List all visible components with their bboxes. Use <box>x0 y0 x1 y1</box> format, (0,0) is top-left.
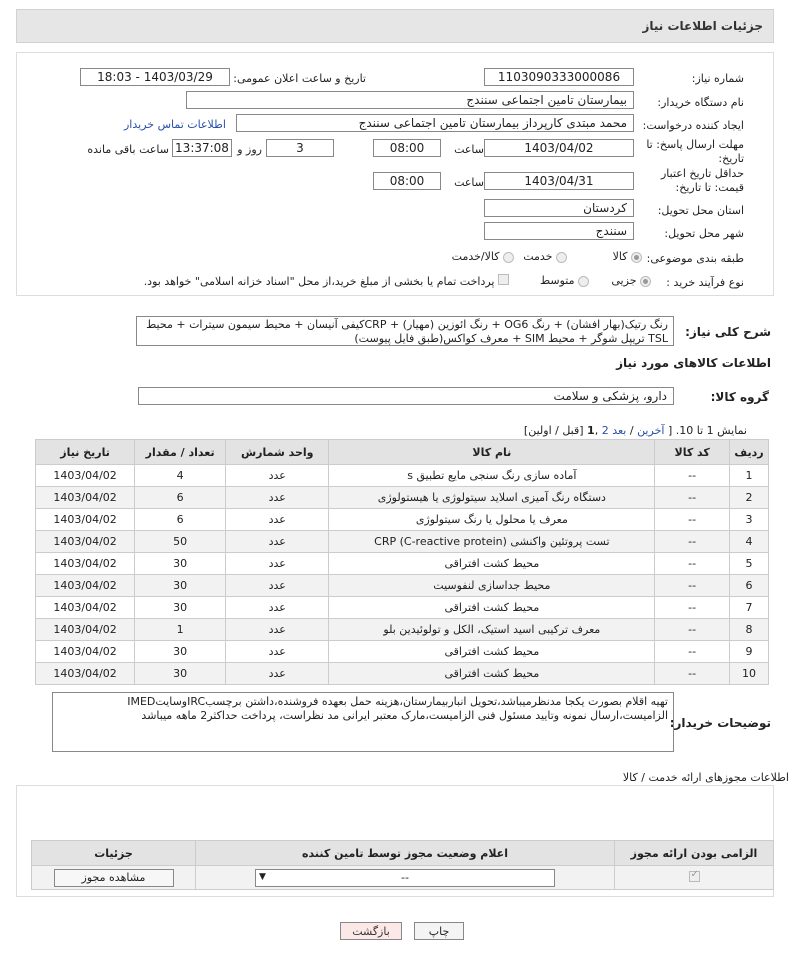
category-option-goods[interactable]: کالا <box>613 250 642 263</box>
cell-unit: عدد <box>226 619 329 641</box>
category-label: طبقه بندی موضوعی: <box>646 252 744 265</box>
permit-col-details: جزئیات <box>32 841 196 866</box>
cell-qty: 30 <box>135 597 226 619</box>
cell-row: 1 <box>729 465 768 487</box>
cell-qty: 1 <box>135 619 226 641</box>
cell-name: معرف یا محلول یا رنگ سیتولوژی <box>329 509 655 531</box>
col-unit: واحد شمارش <box>226 440 329 465</box>
days-label: روز و <box>237 143 262 156</box>
cell-code: -- <box>655 531 730 553</box>
col-code: کد کالا <box>655 440 730 465</box>
cell-qty: 6 <box>135 487 226 509</box>
cell-qty: 4 <box>135 465 226 487</box>
city-label: شهر محل تحویل: <box>664 227 744 240</box>
table-row <box>36 575 769 597</box>
permit-col-status: اعلام وضعیت مجوز توسط تامین کننده <box>196 841 615 866</box>
cell-row: 2 <box>729 487 768 509</box>
process-option-minor[interactable]: جزیی <box>611 274 651 287</box>
cell-date: 1403/04/02 <box>36 575 135 597</box>
cell-row: 9 <box>729 641 768 663</box>
back-button[interactable]: بازگشت <box>340 922 402 940</box>
cell-date: 1403/04/02 <box>36 509 135 531</box>
radio-goods-service[interactable] <box>503 252 514 263</box>
page-title: جزئیات اطلاعات نیاز <box>642 19 763 33</box>
cell-qty: 50 <box>135 531 226 553</box>
cell-date: 1403/04/02 <box>36 465 135 487</box>
cell-unit: عدد <box>226 531 329 553</box>
validity-date-field: 1403/04/31 <box>484 172 634 190</box>
cell-code: -- <box>655 619 730 641</box>
cell-date: 1403/04/02 <box>36 487 135 509</box>
pagination-last-link[interactable]: آخرین <box>637 424 665 437</box>
cell-qty: 30 <box>135 553 226 575</box>
table-row <box>36 487 769 509</box>
goods-table <box>35 439 769 685</box>
cell-date: 1403/04/02 <box>36 531 135 553</box>
cell-name: محیط کشت افتراقی <box>329 641 655 663</box>
col-date: تاریخ نیاز <box>36 440 135 465</box>
cell-qty: 30 <box>135 641 226 663</box>
table-row <box>36 663 769 685</box>
cell-name: محیط جداسازی لنفوسیت <box>329 575 655 597</box>
radio-minor[interactable] <box>640 276 651 287</box>
table-row <box>36 619 769 641</box>
col-qty: تعداد / مقدار <box>135 440 226 465</box>
deadline-time-label: ساعت <box>454 143 484 156</box>
radio-service[interactable] <box>556 252 567 263</box>
cell-unit: عدد <box>226 575 329 597</box>
contact-buyer-link[interactable]: اطلاعات تماس خریدار <box>124 118 226 131</box>
check-icon: ✓ <box>690 868 699 880</box>
radio-medium[interactable] <box>578 276 589 287</box>
category-option-goods-service[interactable]: کالا/خدمت <box>452 250 514 263</box>
cell-qty: 6 <box>135 509 226 531</box>
cell-code: -- <box>655 487 730 509</box>
creator-label: ایجاد کننده درخواست: <box>642 119 744 132</box>
cell-row: 5 <box>729 553 768 575</box>
cell-code: -- <box>655 597 730 619</box>
deadline-date-field: 1403/04/02 <box>484 139 634 157</box>
description-textarea[interactable]: رنگ رتیک(بهار افشان) + رنگ OG6 + رنگ ائوزین (مهیار) + CRPکیفی آنیسان + محیط سیمون سیترات + محیط TSL تریپل شوگر + محیط SIM + معرف کواکس(طبق فایل پیوست) <box>136 316 674 346</box>
table-row <box>36 597 769 619</box>
validity-time-field: 08:00 <box>373 172 441 190</box>
cell-unit: عدد <box>226 597 329 619</box>
cell-row: 6 <box>729 575 768 597</box>
cell-code: -- <box>655 509 730 531</box>
goods-group-label: گروه کالا: <box>710 390 769 404</box>
cell-unit: عدد <box>226 553 329 575</box>
cell-code: -- <box>655 663 730 685</box>
col-row: ردیف <box>729 440 768 465</box>
cell-code: -- <box>655 553 730 575</box>
pagination-page-2[interactable]: 2 <box>601 424 609 437</box>
permit-status-select[interactable]: -- ▼ <box>255 869 555 887</box>
cell-row: 4 <box>729 531 768 553</box>
page-header <box>16 9 774 43</box>
process-option-medium[interactable]: متوسط <box>540 274 589 287</box>
validity-time-label: ساعت <box>454 176 484 189</box>
days-field: 3 <box>266 139 334 157</box>
cell-code: -- <box>655 465 730 487</box>
goods-table-body <box>36 465 769 685</box>
cell-unit: عدد <box>226 509 329 531</box>
goods-table-header <box>36 440 769 465</box>
view-permit-button[interactable]: مشاهده مجوز <box>54 869 174 887</box>
pagination-next-link[interactable]: بعد <box>612 424 627 437</box>
col-name: نام کالا <box>329 440 655 465</box>
permits-section-title: اطلاعات مجوزهای ارائه خدمت / کالا <box>622 771 789 784</box>
need-number-label: شماره نیاز: <box>691 72 744 85</box>
chevron-down-icon: ▼ <box>259 871 266 882</box>
cell-name: معرف ترکیبی اسید استیک، الکل و تولوئیدین بلو <box>329 619 655 641</box>
announce-field: 1403/03/29 - 18:03 <box>80 68 230 86</box>
cell-qty: 30 <box>135 663 226 685</box>
cell-unit: عدد <box>226 663 329 685</box>
need-number-field: 1103090333000086 <box>484 68 634 86</box>
cell-date: 1403/04/02 <box>36 619 135 641</box>
pagination: نمایش 1 تا 10. [ آخرین / بعد 2 ,1 [قبل / اولین] <box>523 424 747 437</box>
permit-row <box>32 866 774 890</box>
cell-row: 10 <box>729 663 768 685</box>
remaining-time-field: 13:37:08 <box>172 139 232 157</box>
buyer-label: نام دستگاه خریدار: <box>657 96 744 109</box>
treasury-note: پرداخت تمام یا بخشی از مبلغ خرید،از محل "اسناد خزانه اسلامی" خواهد بود. <box>144 274 509 288</box>
cell-qty: 30 <box>135 575 226 597</box>
buyer-notes-textarea[interactable]: تهیه اقلام بصورت یکجا مدنظرمیباشد،تحویل انباربیمارستان،هزینه حمل بعهده فروشنده،داشتن برچسبIRCوسایتIMED الزامیست،ارسال نمونه وتایید مسئول فنی الزامیست،مارک معتبر ایرانی مد نظراست، پرداخت حداکثر2 ماهه میباشد <box>52 692 674 752</box>
cell-name: تست پروتئین واکنشی (CRP (C-reactive protein <box>329 531 655 553</box>
validity-label: حداقل تاریخ اعتبار قیمت: تا تاریخ: <box>660 167 744 194</box>
remaining-label: ساعت باقی مانده <box>87 143 169 156</box>
cell-date: 1403/04/02 <box>36 641 135 663</box>
cell-unit: عدد <box>226 641 329 663</box>
cell-code: -- <box>655 641 730 663</box>
cell-name: دستگاه رنگ آمیزی اسلاید سیتولوژی یا هیستولوژی <box>329 487 655 509</box>
goods-section-title: اطلاعات کالاهای مورد نیاز <box>616 356 771 370</box>
permits-table <box>31 840 774 890</box>
cell-name: محیط کشت افتراقی <box>329 663 655 685</box>
goods-group-field: دارو، پزشکی و سلامت <box>138 387 674 405</box>
buyer-notes-label: توضیحات خریدار: <box>669 716 771 730</box>
permit-col-required: الزامی بودن ارائه مجوز <box>615 841 774 866</box>
buyer-field: بیمارستان تامین اجتماعی سنندج <box>186 91 634 109</box>
creator-field: محمد مبتدی کارپرداز بیمارستان تامین اجتماعی سنندج <box>236 114 634 132</box>
cell-row: 8 <box>729 619 768 641</box>
table-row <box>36 531 769 553</box>
description-label: شرح کلی نیاز: <box>685 325 771 339</box>
table-row <box>36 553 769 575</box>
cell-code: -- <box>655 575 730 597</box>
city-field: سنندج <box>484 222 634 240</box>
table-row <box>36 641 769 663</box>
category-option-service[interactable]: خدمت <box>523 250 567 263</box>
print-button[interactable]: چاپ <box>414 922 464 940</box>
cell-name: محیط کشت افتراقی <box>329 597 655 619</box>
province-label: استان محل تحویل: <box>657 204 744 217</box>
table-row <box>36 509 769 531</box>
cell-name: آماده سازی رنگ سنجی مایع تطبیق s <box>329 465 655 487</box>
radio-goods[interactable] <box>631 252 642 263</box>
cell-date: 1403/04/02 <box>36 553 135 575</box>
province-field: کردستان <box>484 199 634 217</box>
deadline-label: مهلت ارسال پاسخ: تا تاریخ: <box>646 138 744 165</box>
cell-date: 1403/04/02 <box>36 663 135 685</box>
cell-unit: عدد <box>226 487 329 509</box>
announce-label: تاریخ و ساعت اعلان عمومی: <box>233 72 366 85</box>
deadline-time-field: 08:00 <box>373 139 441 157</box>
cell-row: 7 <box>729 597 768 619</box>
cell-row: 3 <box>729 509 768 531</box>
process-label: نوع فرآیند خرید : <box>666 276 744 289</box>
pagination-current-page: 1 <box>587 424 595 437</box>
cell-unit: عدد <box>226 465 329 487</box>
table-row <box>36 465 769 487</box>
permit-required-checkbox[interactable] <box>689 868 700 882</box>
cell-date: 1403/04/02 <box>36 597 135 619</box>
cell-name: محیط کشت افتراقی <box>329 553 655 575</box>
treasury-checkbox[interactable] <box>498 274 509 285</box>
